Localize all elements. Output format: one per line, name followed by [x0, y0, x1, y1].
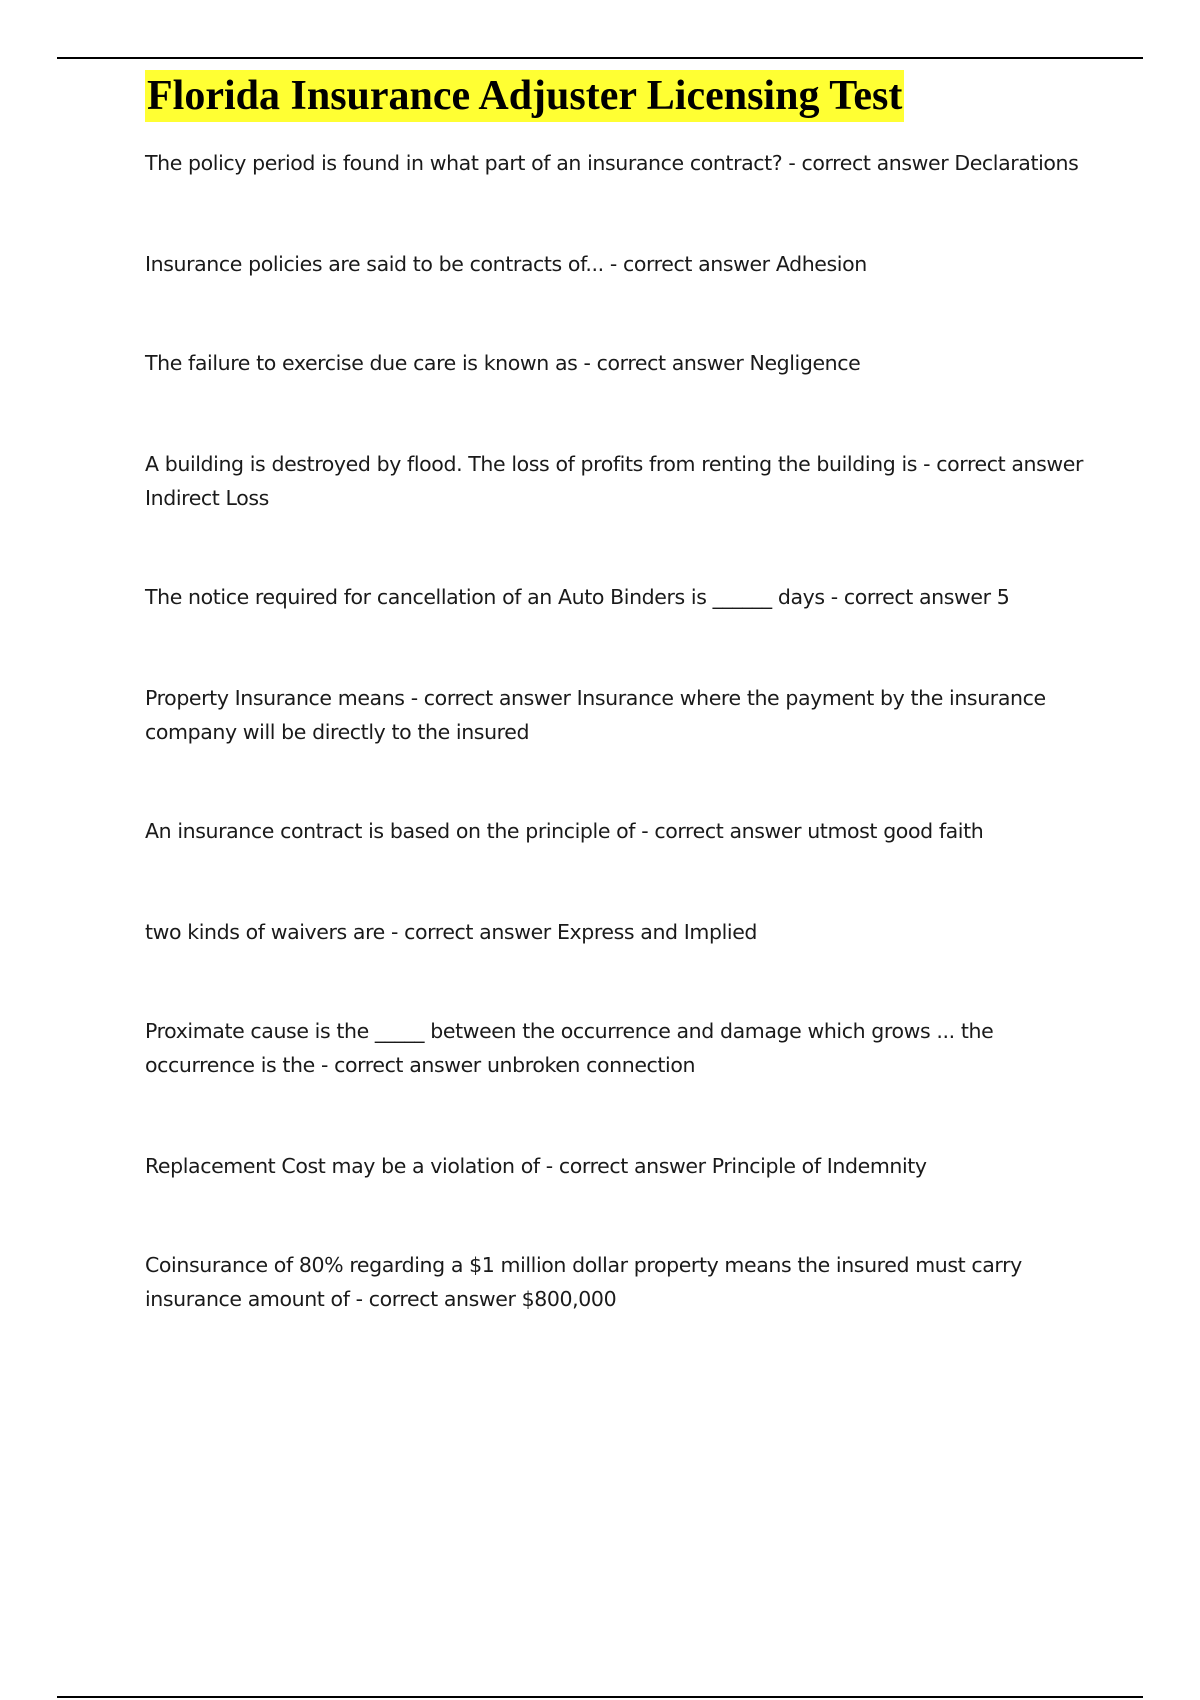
qa-item: Replacement Cost may be a violation of - correct answer Principle of Indemnity [145, 1154, 927, 1178]
qa-item: two kinds of waivers are - correct answer Express and Implied [145, 920, 758, 944]
bottom-rule [57, 1696, 1143, 1698]
qa-item: The notice required for cancellation of an Auto Binders is ______ days - correct answer 5 [145, 585, 1010, 609]
top-rule [57, 57, 1143, 59]
qa-item: A building is destroyed by flood. The loss of profits from renting the building is - correct answer Indirect Loss [145, 452, 1084, 510]
qa-item: Proximate cause is the _____ between the occurrence and damage which grows ... the occurrence is the - correct answer unbroken connection [145, 1019, 994, 1077]
qa-item: Insurance policies are said to be contracts of... - correct answer Adhesion [145, 252, 867, 276]
qa-item: An insurance contract is based on the principle of - correct answer utmost good faith [145, 819, 984, 843]
qa-item: Property Insurance means - correct answer Insurance where the payment by the insurance company will be directly to the insured [145, 686, 1046, 744]
page-title: Florida Insurance Adjuster Licensing Test [145, 70, 904, 122]
qa-item: The failure to exercise due care is known as - correct answer Negligence [145, 351, 861, 375]
qa-list [145, 146, 1095, 1316]
qa-item: The policy period is found in what part of an insurance contract? - correct answer Declarations [145, 151, 1079, 175]
qa-item: Coinsurance of 80% regarding a $1 million dollar property means the insured must carry insurance amount of - correct answer $800,000 [145, 1253, 1022, 1311]
document-body [145, 70, 1095, 1316]
